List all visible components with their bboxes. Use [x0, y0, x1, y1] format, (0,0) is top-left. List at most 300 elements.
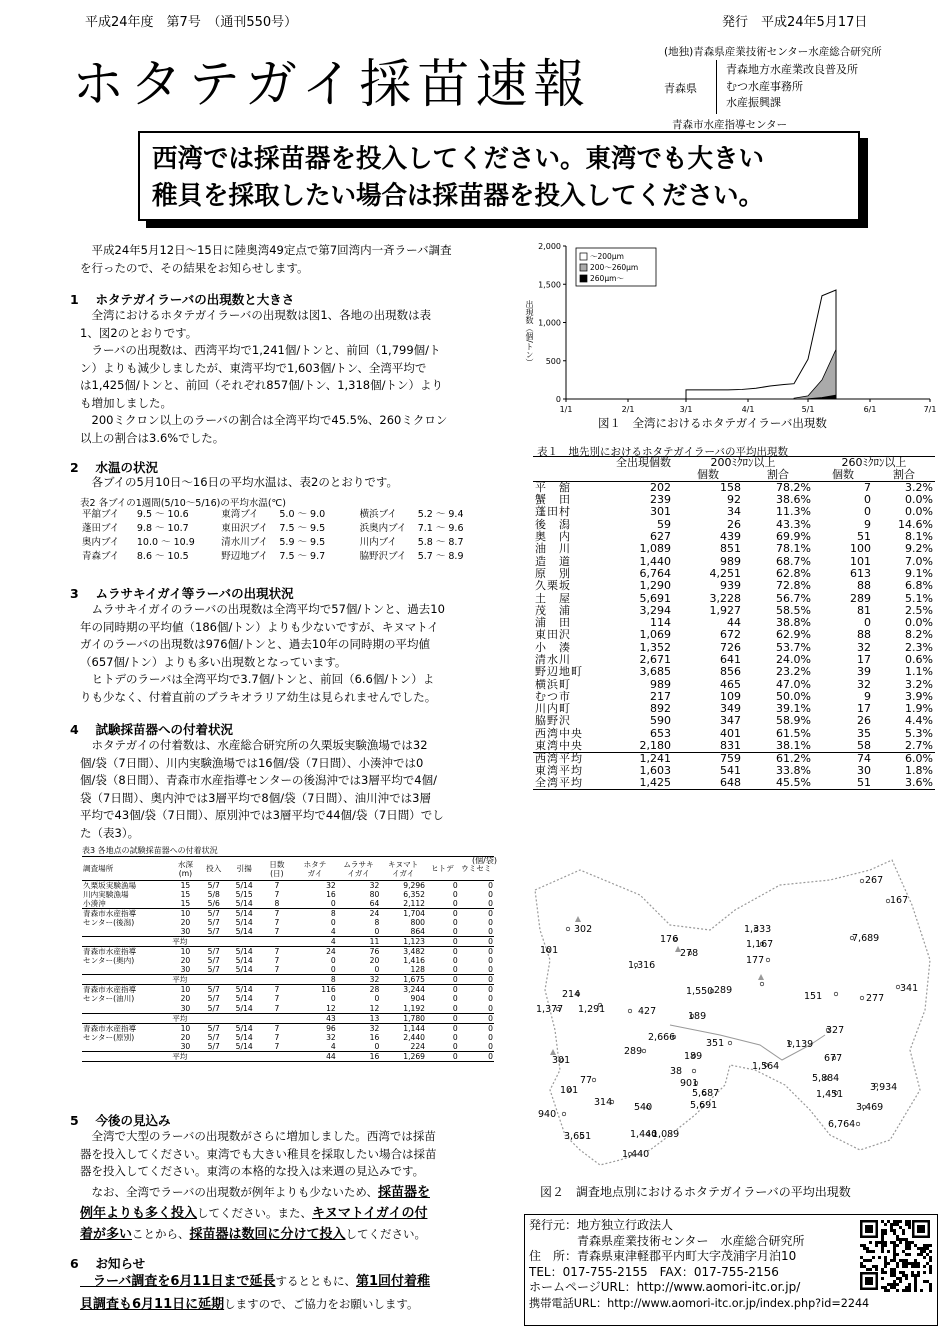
- station-marker: [566, 927, 570, 931]
- table-cell: 5/7: [200, 909, 228, 919]
- table-cell: 蟹 田: [535, 493, 571, 507]
- table-cell: 5/14: [235, 1041, 253, 1051]
- qr-module: [911, 1271, 914, 1274]
- table-cell: 30: [180, 1003, 191, 1013]
- qr-module: [866, 1259, 869, 1262]
- location-name: [82, 1042, 171, 1052]
- table-cell: 15: [180, 881, 191, 890]
- table-cell: 32: [337, 975, 381, 985]
- table-cell: 347: [720, 714, 741, 728]
- table-row: [533, 666, 935, 678]
- qr-module: [914, 1280, 917, 1283]
- qr-module: [920, 1247, 923, 1250]
- qr-module: [881, 1229, 884, 1232]
- column-header: 全出現個数: [603, 457, 673, 470]
- qr-module: [929, 1256, 932, 1259]
- table-cell: 10: [171, 909, 199, 919]
- qr-module: [869, 1268, 872, 1271]
- table-cell: 5/14: [235, 927, 253, 937]
- table-cell: 0: [488, 956, 493, 966]
- table-cell: 7: [261, 1023, 294, 1033]
- table-cell: 7: [274, 994, 280, 1004]
- station-label: 1,440: [630, 1129, 658, 1140]
- table-cell: 平舘ブイ: [82, 509, 120, 520]
- x-tick-label: 1/1: [559, 405, 573, 414]
- table-cell: [228, 937, 261, 947]
- table-row: [533, 715, 935, 727]
- station-label: 177: [746, 955, 765, 966]
- publisher-org: 青森県産業技術センター 水産総合研究所: [529, 1233, 805, 1248]
- station-label: 1,139: [786, 1039, 814, 1050]
- table-cell: 1,144: [380, 1023, 426, 1033]
- qr-module: [899, 1220, 902, 1223]
- table-cell: 0.0%: [905, 616, 933, 630]
- table-cell: 4: [330, 1041, 336, 1051]
- table-cell: 76: [337, 947, 381, 957]
- qr-module: [890, 1283, 893, 1286]
- qr-module: [923, 1247, 926, 1250]
- mobile-link[interactable]: 携帯電話URL：http://www.aomori-itc.or.jp/index.php?id=2244: [529, 1296, 870, 1310]
- qr-module: [899, 1241, 902, 1244]
- table-cell: 34: [727, 505, 741, 519]
- table-cell: 8: [374, 918, 380, 928]
- qr-module: [911, 1274, 914, 1277]
- qr-module: [865, 1277, 873, 1285]
- station-label: 1,316: [628, 960, 656, 971]
- qr-module: [866, 1247, 869, 1250]
- table-cell: 16: [369, 1032, 380, 1042]
- table-cell: 0: [452, 899, 458, 909]
- table-cell: 14.6%: [898, 517, 933, 531]
- table-cell: 5.1%: [905, 591, 933, 605]
- table-cell: 62.8%: [776, 566, 811, 580]
- qr-module: [881, 1220, 884, 1223]
- table-cell: 久栗坂: [535, 579, 571, 593]
- table-cell: 3.2%: [905, 481, 933, 494]
- table-cell: 浦 田: [535, 616, 571, 630]
- station-label: 267: [865, 875, 884, 886]
- table-cell: 30: [857, 764, 871, 778]
- table-cell: 5/14: [228, 947, 261, 957]
- section-4-body: [80, 737, 510, 842]
- qr-module: [893, 1247, 896, 1250]
- column-header: ヒトデ: [426, 857, 459, 881]
- section-6-title: 6 お知らせ: [70, 1256, 146, 1271]
- station-label: 314: [594, 1097, 613, 1108]
- table-cell: 8: [274, 899, 280, 909]
- average-label: 平均: [171, 975, 199, 985]
- qr-module: [914, 1274, 917, 1277]
- average-row: [82, 937, 494, 947]
- table-cell: 58.9%: [776, 714, 811, 728]
- column-header: 200ﾐｸﾛﾝ以上: [673, 457, 813, 470]
- station-label: 302: [574, 924, 593, 935]
- qr-module: [929, 1265, 932, 1268]
- table-cell: 9.5 ～ 10.6: [136, 509, 189, 520]
- table-cell: むつ市: [535, 689, 571, 703]
- qr-module: [905, 1286, 908, 1289]
- table-row: [533, 752, 935, 765]
- table-cell: 小 湊: [535, 640, 571, 654]
- qr-module: [929, 1268, 932, 1271]
- table-cell: 88: [857, 628, 871, 642]
- station-label: 167: [890, 895, 909, 906]
- qr-module: [914, 1277, 917, 1280]
- qr-module: [905, 1241, 908, 1244]
- qr-module: [893, 1250, 896, 1253]
- station-label: 151: [804, 991, 823, 1002]
- table-cell: 0: [330, 899, 336, 909]
- table-cell: 土 屋: [535, 591, 571, 605]
- qr-module: [926, 1280, 929, 1283]
- table-cell: 11.3%: [776, 505, 811, 519]
- qr-module: [893, 1271, 896, 1274]
- qr-module: [905, 1274, 908, 1277]
- qr-module: [908, 1241, 911, 1244]
- table-cell: 0: [452, 965, 458, 975]
- table-cell: 1.9%: [905, 702, 933, 716]
- station-label: 1,451: [816, 1089, 844, 1100]
- table-cell: 53.7%: [776, 640, 811, 654]
- table-cell: 蓬田村: [535, 505, 571, 519]
- qr-module: [872, 1265, 875, 1268]
- qr-module: [884, 1232, 887, 1235]
- table-cell: 0: [459, 985, 494, 995]
- table-cell: 224: [410, 1041, 425, 1051]
- y-tick-label: 2,000: [538, 242, 561, 251]
- table-cell: [261, 1013, 294, 1023]
- table-cell: 32: [857, 640, 871, 654]
- station-marker: [728, 1041, 732, 1045]
- table-row: [533, 642, 935, 654]
- table-cell: 0: [459, 975, 494, 985]
- table-cell: 5/14: [235, 899, 253, 909]
- table-row: [82, 890, 494, 899]
- table-cell: 2,112: [403, 899, 425, 909]
- station-label: 289: [714, 985, 733, 996]
- table-cell: 20: [180, 994, 191, 1004]
- table-cell: 1,290: [639, 579, 671, 593]
- table-cell: 11: [337, 937, 381, 947]
- table-cell: 7.1 ～ 9.6: [417, 523, 464, 534]
- qr-module: [899, 1280, 902, 1283]
- table-cell: 7.5 ～ 9.7: [279, 551, 326, 562]
- issue-date: 発行 平成24年5月17日: [722, 15, 868, 30]
- qr-module: [893, 1283, 896, 1286]
- table-cell: 5.3%: [905, 726, 933, 740]
- table-cell: 24: [293, 947, 337, 957]
- table-cell: 4,251: [709, 566, 741, 580]
- table-row: [82, 994, 494, 1003]
- table-cell: 0: [452, 881, 458, 890]
- qr-module: [884, 1262, 887, 1265]
- section-5-title: 5 今後の見込み: [70, 1113, 171, 1128]
- qr-module: [929, 1286, 932, 1289]
- station-label: 1,440: [622, 1149, 650, 1160]
- section-3-title: 3 ムラサキイガイ等ラーバの出現状況: [70, 586, 294, 601]
- qr-module: [896, 1235, 899, 1238]
- table-row: [82, 918, 494, 927]
- qr-module: [899, 1271, 902, 1274]
- table-cell: 3.6%: [873, 777, 935, 790]
- phone-fax: TEL：017-755-2155 FAX：017-755-2156: [529, 1264, 779, 1279]
- qr-module: [896, 1265, 899, 1268]
- table-row: [82, 1033, 494, 1042]
- text-line: 年の同時期の平均値（186個/トン）よりも少ないですが、キヌマトイ: [80, 619, 439, 634]
- table-row: [82, 985, 494, 995]
- table-cell: 8: [293, 909, 337, 919]
- table-cell: 5/8: [207, 890, 220, 900]
- station-label: 1,291: [578, 1004, 606, 1015]
- column-header: 投入: [200, 857, 228, 881]
- station-marker: [642, 1049, 646, 1053]
- average-label: 平均: [171, 1013, 199, 1023]
- table-cell: 1,603: [639, 764, 671, 778]
- table-cell: 10: [171, 1023, 199, 1033]
- table-cell: 61.2%: [743, 752, 813, 765]
- qr-module: [905, 1262, 908, 1265]
- table-cell: 800: [410, 918, 425, 928]
- table-cell: 清水川: [535, 653, 571, 666]
- table-cell: 0: [452, 890, 458, 900]
- text-line: 器を投入してください。東湾でも大きい稚貝を採取したい場合は採苗: [80, 1146, 437, 1161]
- table-cell: 72.8%: [776, 579, 811, 593]
- station-label: 7,689: [852, 933, 880, 944]
- qr-module: [878, 1241, 881, 1244]
- station-marker: [766, 958, 770, 962]
- table-cell: 939: [720, 579, 741, 593]
- table-cell: 43.3%: [776, 517, 811, 531]
- emphasis-text: 採苗器は数回に分けて投入: [189, 1227, 346, 1242]
- qr-module: [896, 1244, 899, 1247]
- qr-module: [899, 1259, 902, 1262]
- table-cell: 128: [410, 965, 425, 975]
- table-cell: 1.1%: [905, 665, 933, 679]
- intro-text: [80, 242, 512, 277]
- table-cell: 5.8 ～ 8.7: [417, 537, 464, 548]
- station-label: 278: [680, 948, 699, 959]
- table-cell: [228, 1013, 261, 1023]
- station-marker: [692, 1069, 696, 1073]
- qr-module: [899, 1238, 902, 1241]
- station-label: 351: [706, 1038, 725, 1049]
- table-cell: 0.6%: [905, 653, 933, 666]
- table-cell: [228, 1051, 261, 1061]
- homepage-link[interactable]: ホームページURL：http://www.aomori-itc.or.jp/: [529, 1280, 801, 1294]
- station-marker: [834, 992, 838, 996]
- qr-module: [893, 1232, 896, 1235]
- average-row: [82, 1051, 494, 1061]
- qr-module: [908, 1220, 911, 1223]
- table-cell: 88: [857, 579, 871, 593]
- table-row: [533, 543, 935, 555]
- table-cell: 3,482: [380, 947, 426, 957]
- qr-module: [893, 1244, 896, 1247]
- table-cell: 2.3%: [905, 640, 933, 654]
- table-1-title: 表１ 地先別におけるホタテガイラーバの平均出現数: [537, 446, 788, 458]
- text-span: なお、全湾でラーバの出現数が例年よりも少ないため、: [80, 1185, 378, 1199]
- table-cell: 0: [330, 956, 336, 966]
- table-cell: 653: [650, 726, 671, 740]
- table-cell: 6,352: [403, 890, 425, 900]
- table-cell: 7: [274, 918, 280, 928]
- table-cell: 0: [330, 918, 336, 928]
- section-1-body: [80, 307, 510, 447]
- station-label: 101: [560, 1085, 579, 1096]
- table-cell: 16: [326, 890, 336, 900]
- table-cell: 脇野沢ブイ: [359, 551, 407, 562]
- table-cell: 蓬田ブイ: [82, 523, 120, 534]
- table-cell: 0: [452, 956, 458, 966]
- table-cell: 1,416: [403, 956, 425, 966]
- table-cell: 2.5%: [905, 603, 933, 617]
- table-cell: 7: [261, 947, 294, 957]
- table-cell: 26: [727, 517, 741, 531]
- table-cell: 10.0 ～ 10.9: [136, 537, 195, 548]
- location-name: 川内実験漁場: [83, 890, 129, 900]
- text-line: ホタテガイの付着数は、水産総合研究所の久栗坂実験漁場では32: [80, 738, 428, 752]
- qr-module: [902, 1265, 905, 1268]
- column-header: 調査場所: [82, 857, 171, 881]
- table-cell: 平 舘: [535, 481, 571, 494]
- table-cell: 50.0%: [776, 689, 811, 703]
- table-cell: 30: [180, 965, 191, 975]
- table-row: [80, 534, 496, 548]
- table-cell: 3,685: [639, 665, 671, 679]
- table-cell: 15: [180, 899, 191, 909]
- larvae-by-location-table: [533, 456, 935, 790]
- table-cell: 0: [488, 899, 493, 909]
- station-label: 5,884: [812, 1073, 840, 1084]
- qr-module: [872, 1250, 875, 1253]
- table-row: [80, 520, 496, 534]
- table-cell: 0: [488, 1041, 493, 1051]
- table-header-row: [82, 857, 494, 881]
- table-3-title: 表3 各地点の試験採苗器への付着状況: [82, 846, 218, 855]
- qr-module: [890, 1286, 893, 1289]
- location-name: センター(原別): [83, 1032, 135, 1042]
- station-label: 301: [552, 1055, 571, 1066]
- qr-module: [929, 1259, 932, 1262]
- table-cell: 78.2%: [776, 481, 811, 494]
- station-marker: [592, 1078, 596, 1082]
- table-cell: 0: [374, 927, 380, 937]
- table-cell: 26: [857, 714, 871, 728]
- table-cell: 0: [459, 1013, 494, 1023]
- table-cell: [261, 975, 294, 985]
- table-cell: 7: [261, 985, 294, 995]
- qr-module: [905, 1238, 908, 1241]
- table-cell: 68.7%: [776, 554, 811, 568]
- section-6-body: [80, 1270, 512, 1316]
- table-cell: 5.7 ～ 8.9: [417, 551, 464, 562]
- org-item: むつ水産事務所: [726, 79, 803, 93]
- average-row: [82, 1013, 494, 1023]
- table-cell: 0.0%: [905, 493, 933, 507]
- qr-module: [875, 1241, 878, 1244]
- table-cell: 80: [369, 890, 380, 900]
- qr-module: [902, 1238, 905, 1241]
- qr-module: [884, 1241, 887, 1244]
- legend-swatch: [580, 253, 587, 260]
- table-cell: 401: [720, 726, 741, 740]
- table-cell: 349: [720, 702, 741, 716]
- table-cell: 茂 浦: [535, 603, 571, 617]
- text-line: ラーバの出現数は、西湾平均で1,241個/トンと、前回（1,799個/ト: [80, 343, 441, 357]
- table-cell: 後 潟: [535, 517, 571, 531]
- table-cell: 1,123: [380, 937, 426, 947]
- table-cell: 9: [864, 689, 871, 703]
- table-cell: 2,671: [639, 653, 671, 666]
- table-row: [533, 494, 935, 506]
- table-cell: 0: [452, 918, 458, 928]
- table-cell: 3,294: [639, 603, 671, 617]
- qr-module: [923, 1244, 926, 1247]
- table-cell: 西湾中央: [535, 726, 583, 740]
- table-cell: 7: [274, 1041, 280, 1051]
- table-row: [533, 629, 935, 641]
- column-header: 割合: [743, 469, 813, 482]
- table-cell: 5.9 ～ 9.5: [279, 537, 326, 548]
- table-cell: 浜奥内ブイ: [359, 523, 407, 534]
- publisher: 発行元：地方独立行政法人: [529, 1218, 674, 1232]
- qr-module: [905, 1244, 908, 1247]
- table-cell: [200, 975, 228, 985]
- table-cell: 114: [650, 616, 671, 630]
- qr-module: [887, 1283, 890, 1286]
- table-cell: 439: [720, 530, 741, 544]
- table-cell: 44: [293, 1051, 337, 1061]
- table-row: [533, 568, 935, 580]
- qr-module: [887, 1250, 890, 1253]
- station-marker: [760, 982, 764, 986]
- qr-module: [896, 1289, 899, 1292]
- table-cell: 6.0%: [873, 752, 935, 765]
- qr-module: [890, 1268, 893, 1271]
- location-name: 小湊沖: [83, 899, 106, 909]
- table-cell: 6,764: [639, 566, 671, 580]
- qr-module: [881, 1271, 884, 1274]
- text-line: 個/袋（8日間）、青森市水産指導センターの後潟沖では3層平均で4個/: [80, 773, 437, 787]
- table-3-unit: (個/袋): [472, 856, 497, 865]
- table-cell: 0: [452, 1041, 458, 1051]
- station-marker: [856, 1122, 860, 1126]
- table-cell: 16: [337, 1051, 381, 1061]
- table-cell: 0: [488, 1032, 493, 1042]
- table-cell: 0: [488, 881, 493, 890]
- location-name: 青森市水産指導: [82, 947, 171, 957]
- qr-module: [914, 1289, 917, 1292]
- table-cell: 0: [452, 927, 458, 937]
- qr-module: [902, 1250, 905, 1253]
- table-cell: 原 別: [535, 566, 571, 580]
- table-cell: 24.0%: [776, 653, 811, 666]
- table-cell: 0: [452, 1032, 458, 1042]
- table-cell: 0: [452, 994, 458, 1004]
- table-cell: 20: [180, 918, 191, 928]
- table-cell: 5/7: [207, 1041, 220, 1051]
- table-row: [533, 531, 935, 543]
- qr-module: [884, 1259, 887, 1262]
- qr-module: [881, 1250, 884, 1253]
- table-cell: 101: [850, 554, 871, 568]
- table-cell: 青森ブイ: [82, 551, 120, 562]
- table-cell: 横浜ブイ: [359, 509, 397, 520]
- location-name: センター(油川): [83, 994, 135, 1004]
- legend-label: ～200μm: [590, 252, 624, 261]
- table-cell: 7.5 ～ 9.5: [279, 523, 326, 534]
- qr-module: [884, 1265, 887, 1268]
